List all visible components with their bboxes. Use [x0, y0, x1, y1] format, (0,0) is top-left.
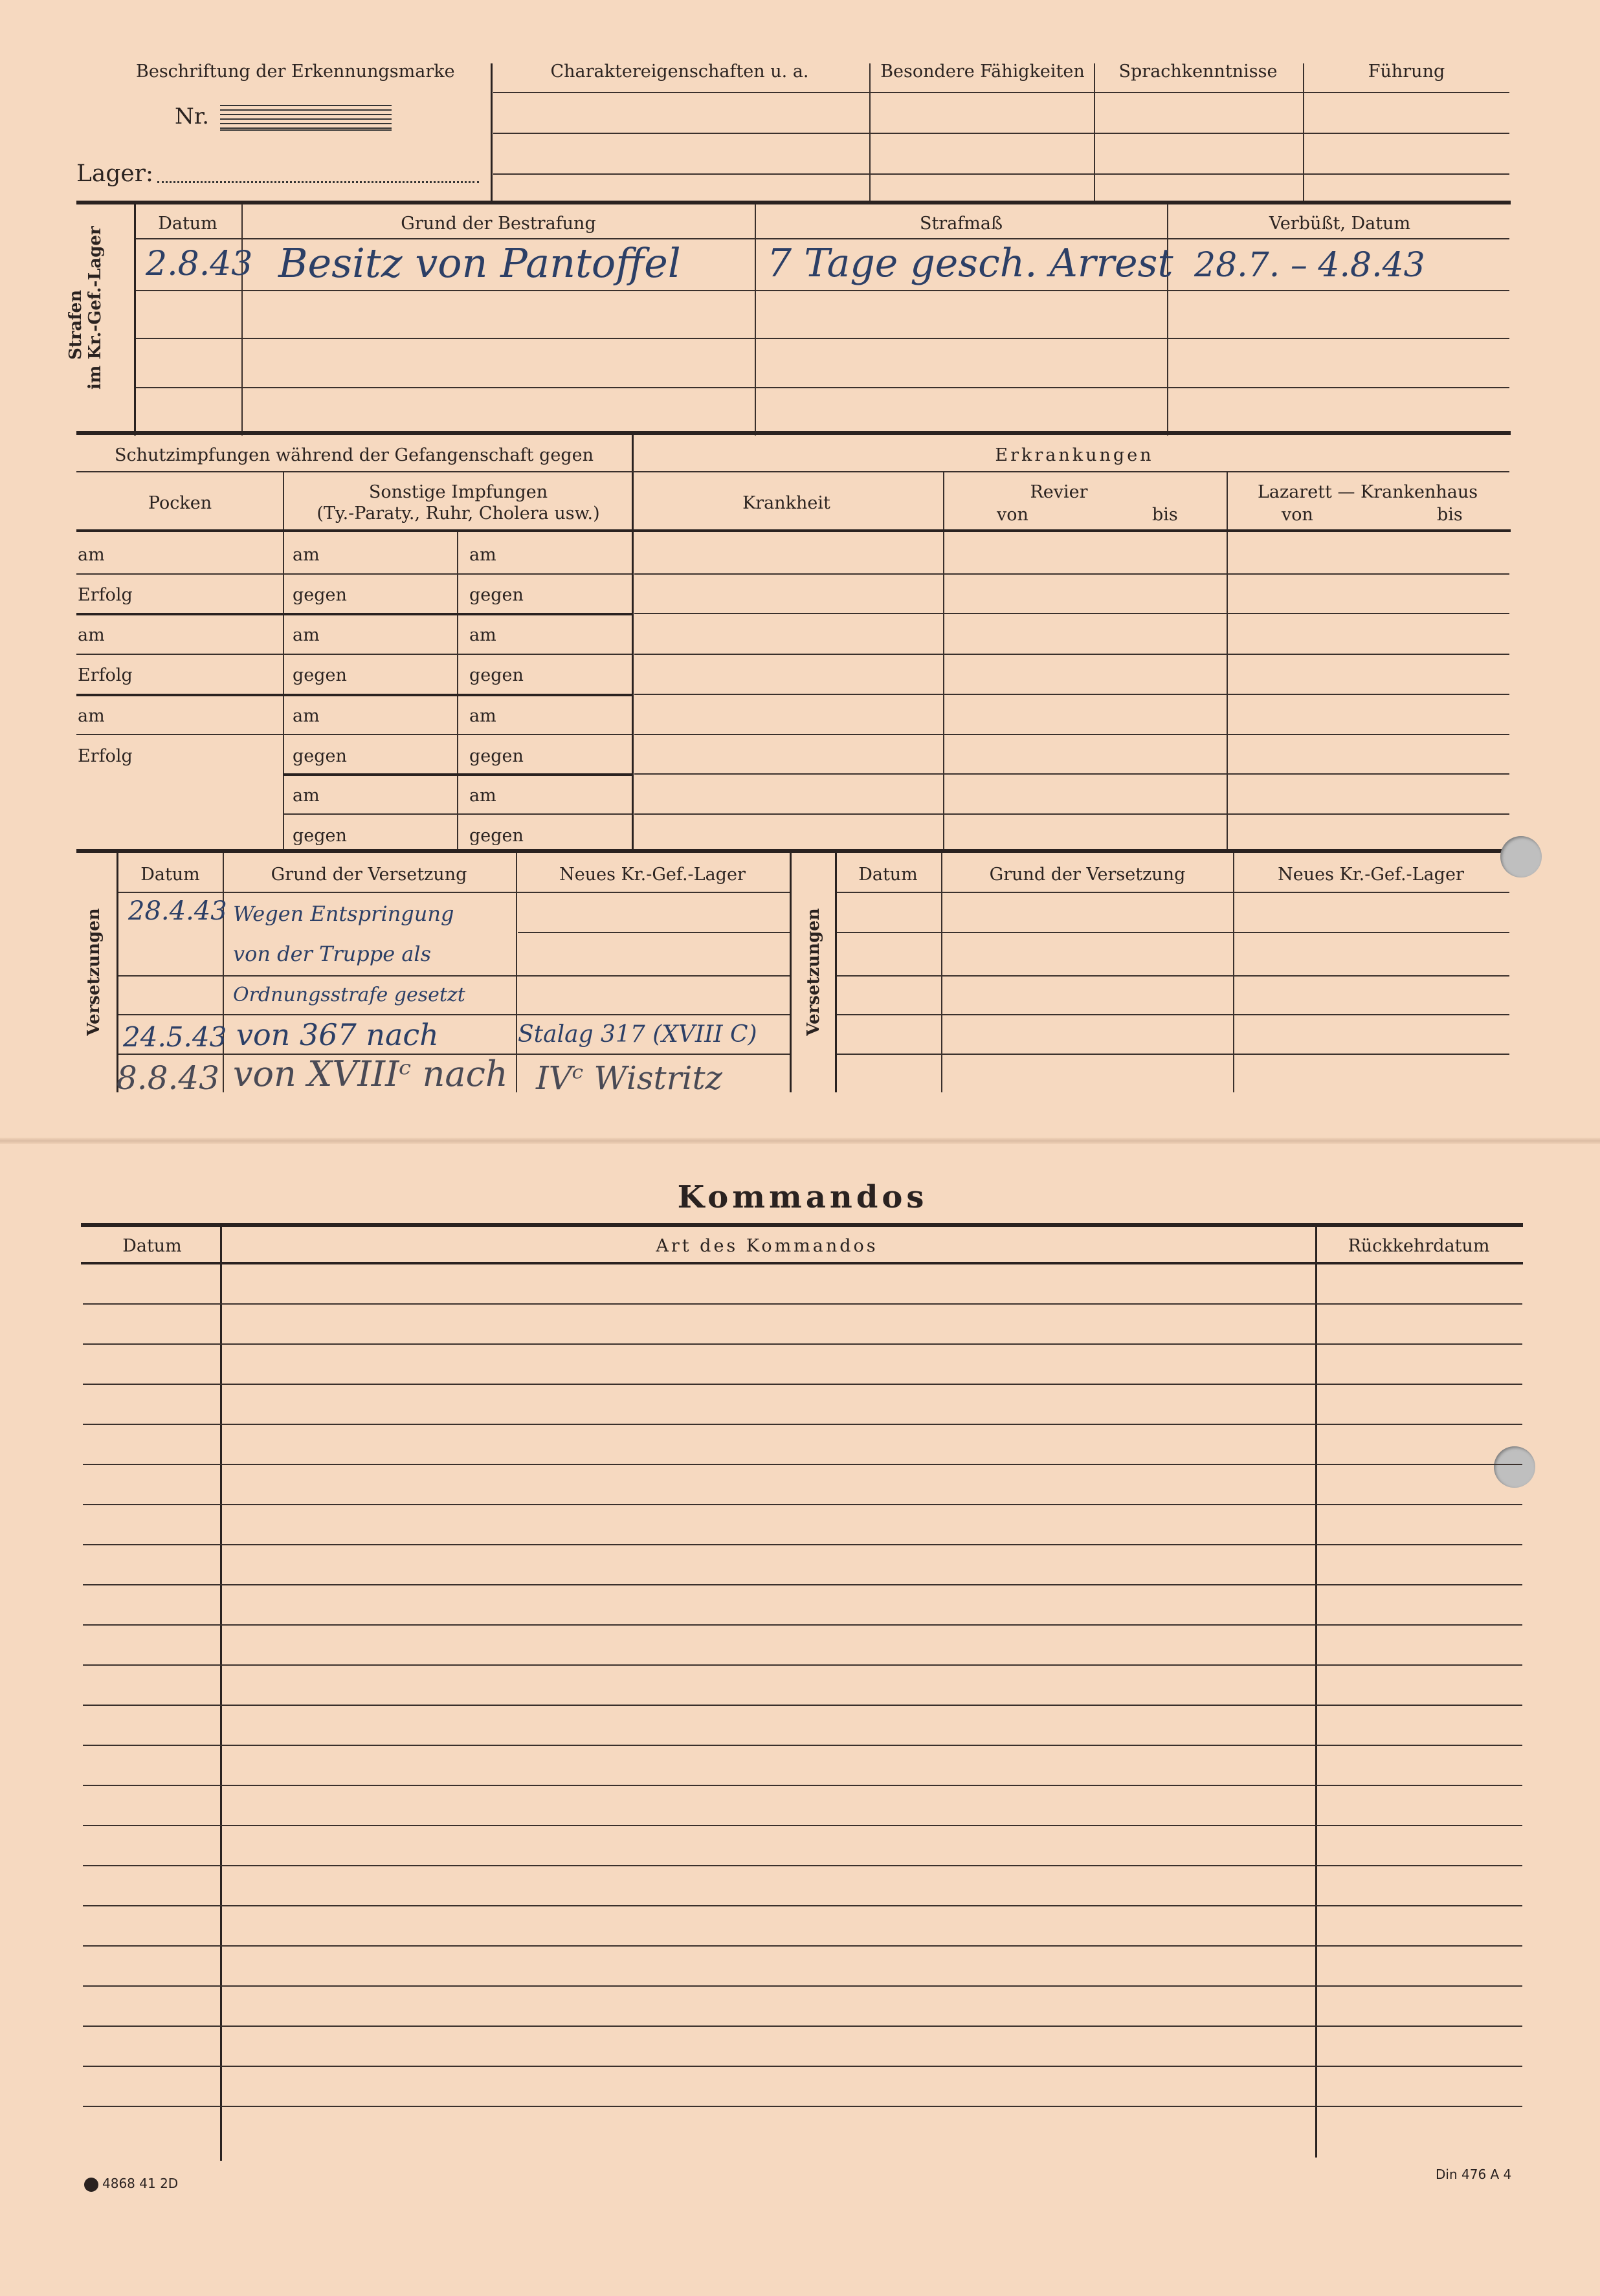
strafe-strafmass: 7 Tage gesch. Arrest: [767, 241, 1173, 286]
vers-header-grund-l: Grund der Versetzung: [271, 865, 467, 885]
pocken-am-1: am: [78, 545, 105, 565]
vers-header-datum-r: Datum: [858, 865, 918, 885]
strafen-header-grund: Grund der Bestrafung: [401, 214, 596, 234]
nr-lines: [220, 105, 392, 131]
footer-right-code: Din 476 A 4: [1436, 2167, 1512, 2182]
marke-label: Beschriftung der Erkennungsmarke: [136, 61, 455, 82]
eagle-stamp-icon: [84, 2178, 98, 2192]
sonst-gegen-1b: gegen: [469, 585, 524, 605]
sonst-am-2b: am: [469, 625, 496, 645]
sonst-am-2a: am: [293, 625, 320, 645]
vers-grund-2: von der Truppe als: [233, 942, 432, 966]
revier-bis: bis: [1152, 505, 1178, 525]
sonst-gegen-2b: gegen: [469, 665, 524, 685]
versetzungen-side-label-right: Versetzungen: [804, 908, 823, 1036]
impfungen-title: Schutzimpfungen während der Gefangenschaft gegen: [115, 445, 594, 465]
sonst-gegen-2a: gegen: [293, 665, 347, 685]
header-faehigkeiten: Besondere Fähigkeiten: [880, 61, 1085, 82]
sonst-gegen-1a: gegen: [293, 585, 347, 605]
sonst-am-3a: am: [293, 706, 320, 726]
vers-lager-4: Stalag 317 (XVIII C): [518, 1021, 757, 1048]
krankheit-label: Krankheit: [742, 493, 830, 513]
punch-hole-1: [1500, 836, 1542, 878]
nr-label: Nr.: [175, 104, 210, 129]
vers-grund-3: Ordnungsstrafe gesetzt: [233, 984, 465, 1006]
vers-grund-5: von XVIIIᶜ nach: [233, 1054, 508, 1094]
pocken-am-2: am: [78, 625, 105, 645]
strafen-header-datum: Datum: [158, 214, 217, 234]
lager-dotted-line: [157, 181, 479, 183]
vers-header-lager-r: Neues Kr.-Gef.-Lager: [1278, 865, 1464, 885]
sonst-gegen-3a: gegen: [293, 746, 347, 766]
pocken-erfolg-1: Erfolg: [78, 585, 133, 605]
sonstige-label-2: (Ty.-Paraty., Ruhr, Cholera usw.): [317, 503, 600, 524]
strafe-datum: 2.8.43: [146, 245, 253, 283]
vers-header-datum-l: Datum: [140, 865, 200, 885]
lazarett-von: von: [1282, 505, 1313, 525]
footer-left-code: 4868 41 2D: [84, 2176, 178, 2192]
strafen-side-label: Strafen im Kr.-Gef.-Lager: [66, 226, 105, 390]
kommandos-header-art: Art des Kommandos: [656, 1236, 878, 1256]
vers-grund-4: von 367 nach: [236, 1017, 439, 1052]
sonst-am-4b: am: [469, 786, 496, 806]
kommandos-header-rueckkehr: Rückkehrdatum: [1348, 1236, 1490, 1256]
strafen-header-strafmass: Strafmaß: [919, 214, 1003, 234]
sonst-am-3b: am: [469, 706, 496, 726]
sonst-gegen-3b: gegen: [469, 746, 524, 766]
revier-label: Revier: [1030, 482, 1088, 502]
fold-line: [0, 1138, 1600, 1144]
lager-label[interactable]: Lager:: [76, 160, 154, 187]
kommandos-title: Kommandos: [677, 1179, 928, 1215]
kommandos-header-datum: Datum: [122, 1236, 182, 1256]
lazarett-bis: bis: [1437, 505, 1463, 525]
sonst-gegen-4b: gegen: [469, 826, 524, 846]
erkrankungen-title: Erkrankungen: [995, 445, 1154, 465]
pocken-am-3: am: [78, 706, 105, 726]
pocken-erfolg-3: Erfolg: [78, 746, 133, 766]
strafe-grund: Besitz von Pantoffel: [278, 239, 681, 287]
vers-datum-1: 28.4.43: [128, 896, 227, 926]
vers-header-grund-r: Grund der Versetzung: [989, 865, 1186, 885]
vers-datum-4: 24.5.43: [123, 1021, 227, 1053]
strafen-header-verbuesst: Verbüßt, Datum: [1269, 214, 1411, 234]
vers-lager-5: IVᶜ Wistritz: [536, 1059, 722, 1097]
kommandos-rule-lines: [83, 1264, 1522, 2122]
header-sprachen: Sprachkenntnisse: [1118, 61, 1278, 82]
versetzungen-side-label-left: Versetzungen: [84, 908, 104, 1036]
revier-von: von: [997, 505, 1028, 525]
pocken-label: Pocken: [148, 493, 212, 513]
sonst-am-1b: am: [469, 545, 496, 565]
lazarett-label: Lazarett — Krankenhaus: [1257, 482, 1478, 502]
header-fuehrung: Führung: [1368, 61, 1445, 82]
sonst-gegen-4a: gegen: [293, 826, 347, 846]
vers-header-lager-l: Neues Kr.-Gef.-Lager: [559, 865, 746, 885]
vers-datum-5: 8.8.43: [117, 1059, 220, 1097]
pocken-erfolg-2: Erfolg: [78, 665, 133, 685]
header-charakter: Charaktereigenschaften u. a.: [550, 61, 809, 82]
strafe-verbuesst: 28.7. – 4.8.43: [1194, 246, 1425, 285]
sonstige-label-1: Sonstige Impfungen: [368, 482, 548, 502]
vers-grund-1: Wegen Entspringung: [233, 901, 454, 926]
sonst-am-4a: am: [293, 786, 320, 806]
sonst-am-1a: am: [293, 545, 320, 565]
